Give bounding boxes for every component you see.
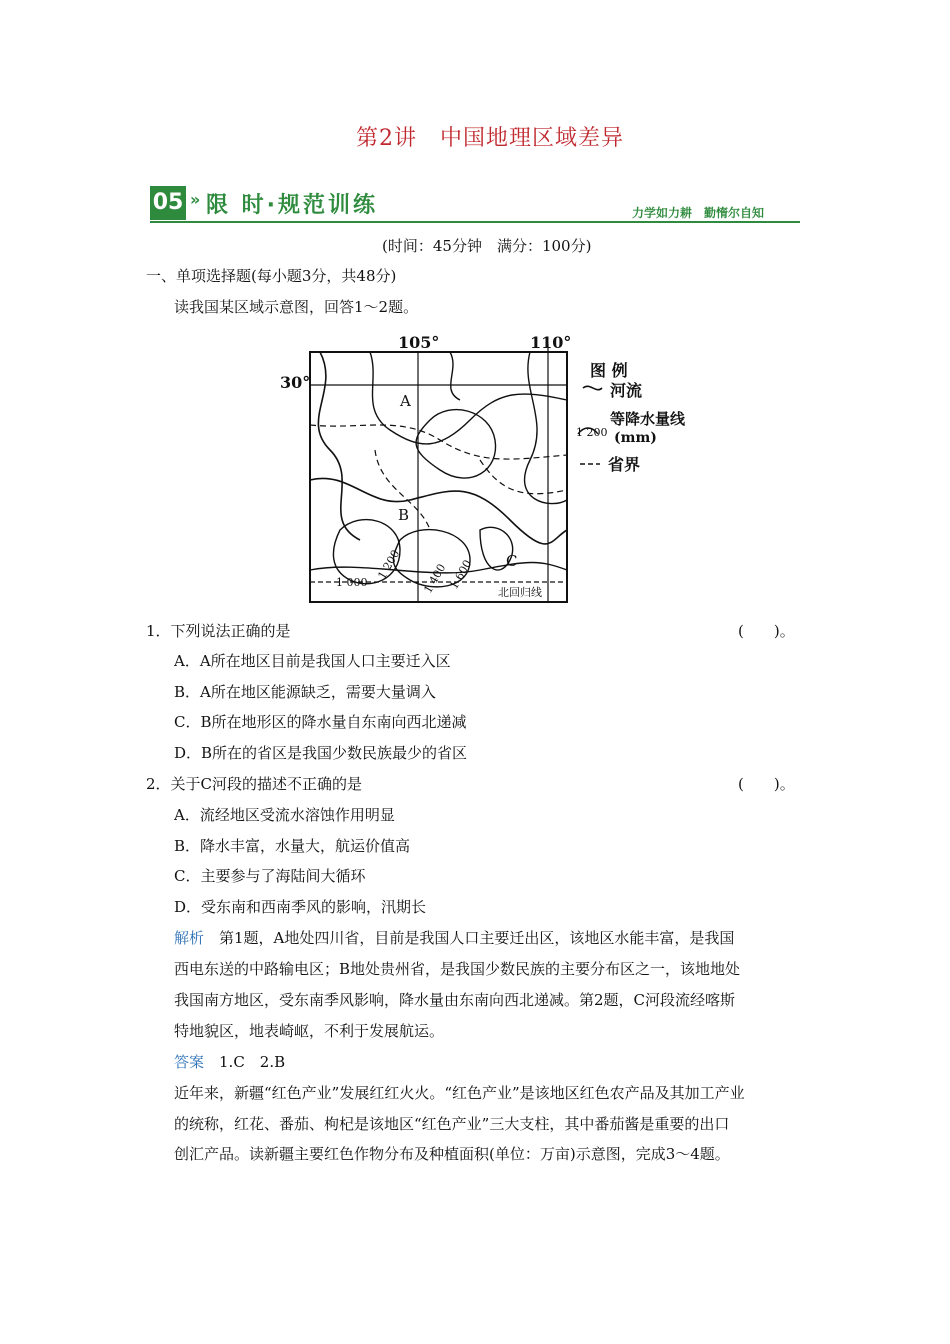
analysis-line-4: 特地貌区，地表崎岖，不利于发展航运。 (174, 1022, 445, 1040)
banner-rule (150, 221, 800, 223)
q2-option-a: A．流经地区受流水溶蚀作用明显 (174, 806, 395, 824)
isoline-1600-label: 1 600 (447, 557, 475, 592)
banner-motto: 力学如力耕 勤惰尔自知 (631, 206, 764, 220)
lon-110-label: 110° (530, 333, 572, 352)
region-map (280, 330, 700, 605)
legend-province: 省界 (608, 455, 641, 474)
q1-stem: 1．下列说法正确的是 (146, 622, 291, 640)
lat-30-label: 30° (280, 373, 311, 392)
q2-option-b: B．降水丰富，水量大，航运价值高 (174, 837, 411, 855)
tropic-label: 北回归线 (498, 586, 542, 599)
page-title: 第2讲 中国地理区域差异 (356, 126, 624, 151)
isoline-1400-label: 1 400 (421, 561, 449, 596)
banner-number: 05 (150, 186, 186, 220)
q2-stem: 2．关于C河段的描述不正确的是 (146, 775, 363, 793)
legend-river: 河流 (610, 381, 643, 400)
q1-option-d: D．B所在的省区是我国少数民族最少的省区 (174, 744, 468, 762)
answer-tag: 答案 (174, 1053, 205, 1071)
map-label-a: A (400, 392, 411, 410)
analysis-line-3: 我国南方地区，受东南季风影响，降水量由东南向西北递减。第2题，C河段流经喀斯 (174, 991, 736, 1009)
legend-isoline-unit: (mm) (614, 430, 657, 446)
q1-option-c: C．B所在地形区的降水量自东南向西北递减 (174, 713, 467, 731)
passage-line-1: 近年来，新疆“红色产业”发展红红火火。“红色产业”是该地区红色农产品及其加工产业 (174, 1084, 745, 1102)
time-info: (时间：45分钟 满分：100分) (382, 237, 592, 255)
legend-title: 图 例 (590, 361, 628, 380)
map-label-b: B (398, 506, 410, 524)
q1-paren: ( )。 (738, 622, 795, 640)
map-label-c: C (506, 552, 518, 570)
intro-text: 读我国某区域示意图，回答1～2题。 (174, 298, 419, 316)
q2-paren: ( )。 (738, 775, 795, 793)
isoline-1000-label: 1 000 (336, 576, 368, 589)
isoline-1200-label: 1 200 (375, 547, 403, 582)
q1-option-b: B．A所在地区能源缺乏，需要大量调入 (174, 683, 436, 701)
q2-option-d: D．受东南和西南季风的影响，汛期长 (174, 898, 427, 916)
q2-option-c: C．主要参与了海陆间大循环 (174, 867, 366, 885)
legend-isoline: 等降水量线 (610, 410, 686, 428)
analysis-line-1: 解析 第1题，A地处四川省，目前是我国人口主要迁出区，该地区水能丰富，是我国 (174, 929, 735, 947)
banner-label: 限 时·规范训练 (206, 193, 379, 218)
answer-line: 答案 1.C 2.B (174, 1053, 286, 1071)
analysis-tag: 解析 (174, 929, 205, 947)
legend-iso-value: 1 200 (576, 426, 608, 439)
q1-option-a: A．A所在地区目前是我国人口主要迁入区 (174, 652, 451, 670)
region-map-svg (280, 330, 700, 605)
lon-105-label: 105° (398, 333, 440, 352)
banner-arrows: » (190, 190, 201, 209)
section-heading: 一、单项选择题(每小题3分，共48分) (146, 267, 397, 285)
passage-line-3: 创汇产品。读新疆主要红色作物分布及种植面积(单位：万亩)示意图，完成3～4题。 (174, 1145, 730, 1163)
passage-line-2: 的统称，红花、番茄、枸杞是该地区“红色产业”三大支柱，其中番茄酱是重要的出口 (174, 1115, 730, 1133)
section-banner (150, 186, 800, 226)
analysis-line-2: 西电东送的中路输电区；B地处贵州省，是我国少数民族的主要分布区之一，该地地处 (174, 960, 741, 978)
